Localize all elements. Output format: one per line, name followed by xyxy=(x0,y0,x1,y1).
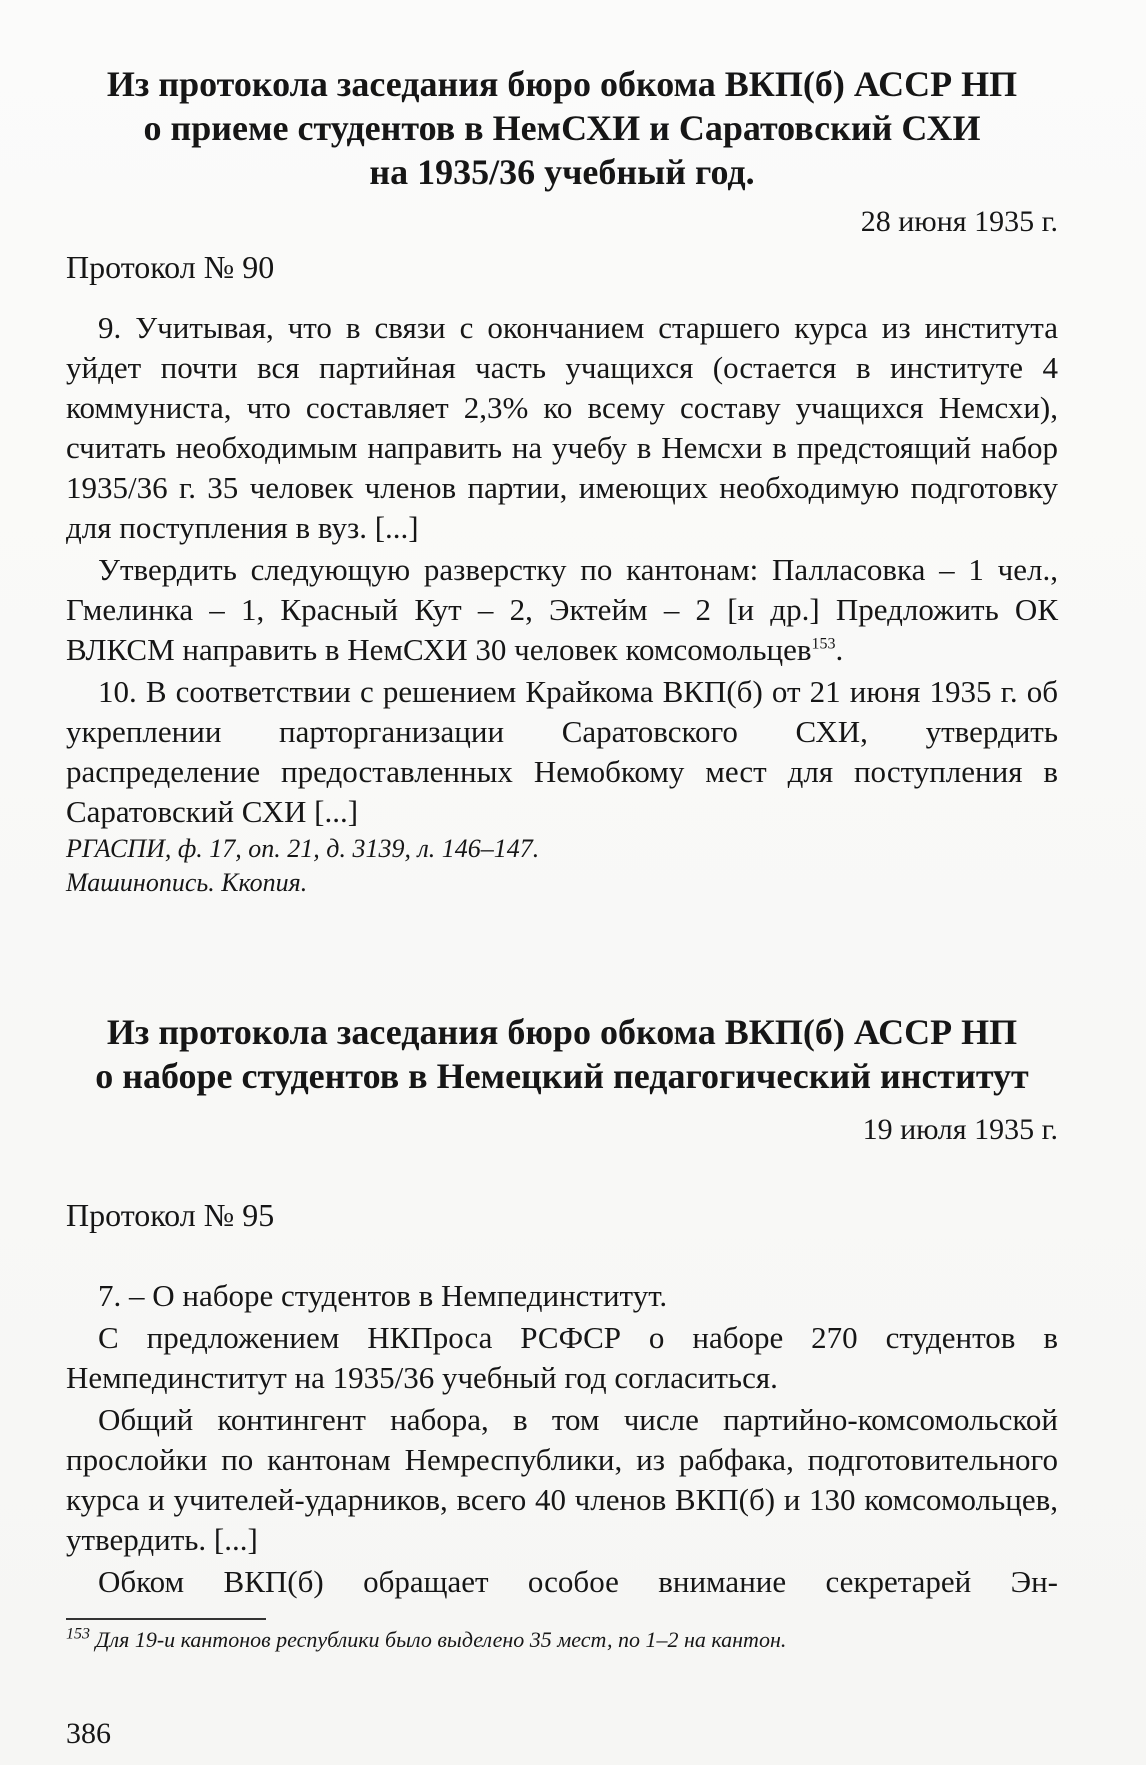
footnote-divider xyxy=(66,1618,266,1620)
doc1-paragraph-quota xyxy=(66,550,1058,670)
doc2-title-line1: Из протокола заседания бюро обкома ВКП(б) АССР НП xyxy=(106,1012,1018,1052)
page-number: 386 xyxy=(66,1717,111,1750)
footnote-ref-153[interactable]: 153 xyxy=(811,635,836,653)
doc1-body xyxy=(66,308,1058,834)
doc1-date: 28 июня 1935 г. xyxy=(860,205,1058,238)
doc1-protocol: Протокол № 90 xyxy=(66,249,275,285)
doc1-paragraph-10: 10. В соответствии с решением Крайкома ВКП(б) от 21 июня 1935 г. об укреплении парторганизации Саратовского СХИ, утвердить распределение предоставленных Немобкому мест для поступления в Саратовский СХИ [...] xyxy=(66,674,1058,829)
doc2-paragraph-7: 7. – О наборе студентов в Немпединститут. xyxy=(98,1278,668,1313)
doc1-archive-ref: РГАСПИ, ф. 17, оп. 21, д. 3139, л. 146–147. xyxy=(66,834,540,863)
document-2 xyxy=(66,1010,1058,1098)
doc2-protocol: Протокол № 95 xyxy=(66,1197,275,1233)
doc1-paragraph-9: 9. Учитывая, что в связи с окончанием старшего курса из института уйдет почти вся партийная часть учащихся (остается в институте 4 коммуниста, что составляет 2,3% ко всему составу учащихся Немсхи), считать необходимым направить на учебу в Немсхи в предстоящий набор 1935/36 г. 35 человек членов партии, имеющих необходимую подготовку для поступления в вуз. [...] xyxy=(66,310,1058,545)
doc2-body xyxy=(66,1276,1058,1604)
doc1-quota-text: Утвердить следующую разверстку по кантонам: Палласовка – 1 чел., Гмелинка – 1, Красный Кут – 2, Эктейм – 2 [и др.] Предложить ОК ВЛКСМ направить в НемСХИ 30 человек комсомольцев xyxy=(66,552,1058,667)
doc1-quota-end: . xyxy=(835,632,844,667)
footnote-number: 153 xyxy=(66,1625,90,1643)
doc1-title-line2: о приеме студентов в НемСХИ и Саратовский СХИ xyxy=(143,108,981,148)
doc1-source xyxy=(66,832,1058,900)
doc2-paragraph-agree: С предложением НКПроса РСФСР о наборе 270 студентов в Немпединститут на 1935/36 учебный год согласиться. xyxy=(66,1320,1058,1395)
doc2-title-line2: о наборе студентов в Немецкий педагогический институт xyxy=(95,1056,1029,1096)
doc1-copy-note: Машинопись. Ккопия. xyxy=(66,868,308,897)
doc1-title-line1: Из протокола заседания бюро обкома ВКП(б) АССР НП xyxy=(106,64,1018,104)
document-1 xyxy=(66,62,1058,194)
footnote-text: Для 19-и кантонов республики было выделено 35 мест, по 1–2 на кантон. xyxy=(95,1627,787,1652)
doc2-date: 19 июля 1935 г. xyxy=(862,1113,1058,1146)
doc2-paragraph-contingent: Общий контингент набора, в том числе партийно-комсомольской прослойки по кантонам Немреспублики, из рабфака, подготовительного курса и учителей-ударников, всего 40 членов ВКП(б) и 130 комсомольцев, утвердить. [...] xyxy=(66,1402,1058,1557)
footnote xyxy=(66,1626,1058,1654)
doc2-paragraph-attention: Обком ВКП(б) обращает особое внимание секретарей Эн- xyxy=(98,1564,1058,1599)
doc1-title-line3: на 1935/36 учебный год. xyxy=(369,152,755,192)
